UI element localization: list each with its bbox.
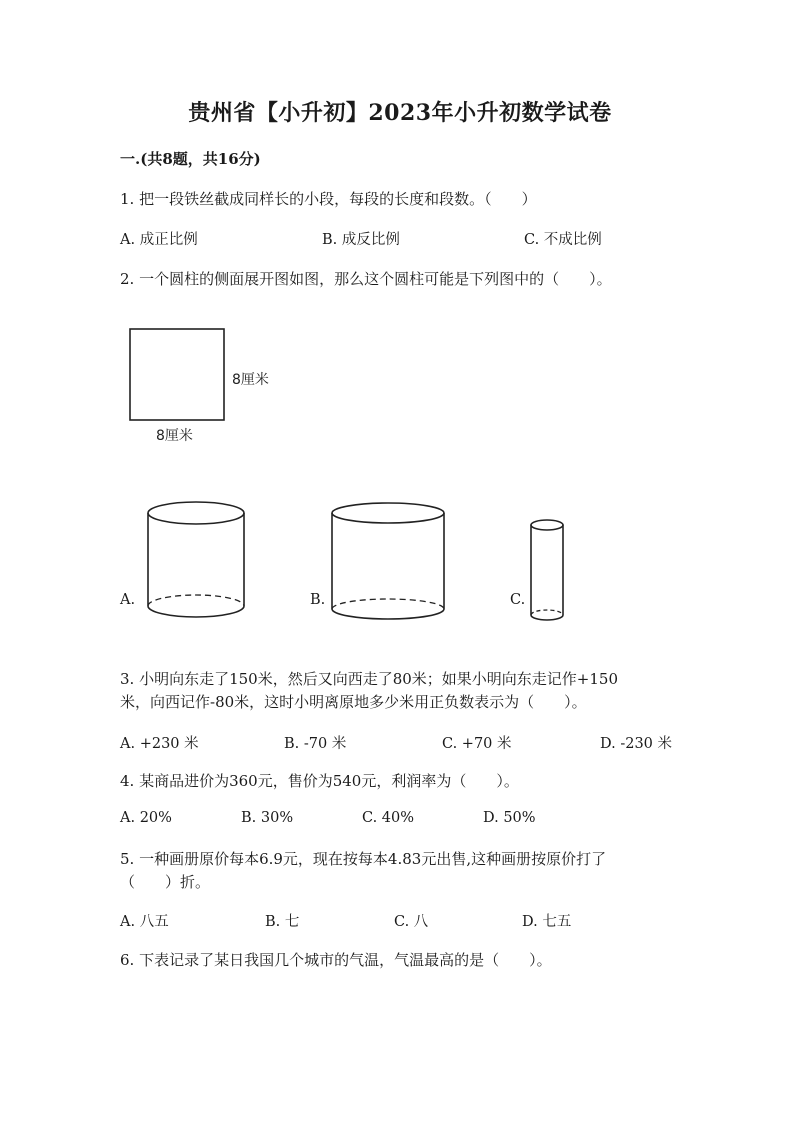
q1-option-b: B. 成反比例 bbox=[322, 232, 400, 248]
cylinder-a bbox=[148, 502, 244, 617]
question-3-line-1: 3. 小明向东走了150米，然后又向西走了80米；如果小明向东走记作+150 bbox=[120, 670, 618, 688]
square-bottom-label: 8厘米 bbox=[156, 428, 193, 444]
lateral-net-square-figure bbox=[120, 320, 320, 450]
q3-option-a: A. +230 米 bbox=[120, 736, 199, 752]
q2-option-a: A. bbox=[120, 592, 136, 608]
q2-option-c: C. bbox=[510, 592, 526, 608]
q5-option-a: A. 八五 bbox=[120, 914, 169, 930]
section-heading: 一.(共8题，共16分) bbox=[120, 150, 261, 168]
cylinder-b bbox=[332, 503, 444, 619]
q3-option-d: D. -230 米 bbox=[600, 736, 673, 752]
q4-option-b: B. 30% bbox=[241, 810, 294, 826]
q4-option-c: C. 40% bbox=[362, 810, 415, 826]
question-2-text: 2. 一个圆柱的侧面展开图如图，那么这个圆柱可能是下列图中的（ ）。 bbox=[120, 270, 612, 288]
question-6-text: 6. 下表记录了某日我国几个城市的气温，气温最高的是（ ）。 bbox=[120, 951, 552, 969]
question-1-text: 1. 把一段铁丝截成同样长的小段，每段的长度和段数。（ ） bbox=[120, 190, 537, 208]
page-title: 贵州省【小升初】2023年小升初数学试卷 bbox=[188, 100, 612, 126]
q4-option-a: A. 20% bbox=[120, 810, 172, 826]
square-net bbox=[130, 329, 224, 420]
question-3-line-2: 米，向西记作-80米，这时小明离原地多少米用正负数表示为（ ）。 bbox=[120, 693, 587, 711]
q5-option-b: B. 七 bbox=[265, 914, 300, 930]
q3-option-b: B. -70 米 bbox=[284, 736, 347, 752]
cylinder-c bbox=[531, 520, 563, 620]
q4-option-d: D. 50% bbox=[483, 810, 536, 826]
q3-option-c: C. +70 米 bbox=[442, 736, 512, 752]
q1-option-c: C. 不成比例 bbox=[524, 232, 602, 248]
question-4-text: 4. 某商品进价为360元，售价为540元，利润率为（ ）。 bbox=[120, 772, 519, 790]
q2-option-b: B. bbox=[310, 592, 326, 608]
question-5-line-2: （ ）折。 bbox=[120, 873, 211, 891]
q5-option-d: D. 七五 bbox=[522, 914, 572, 930]
q5-option-c: C. 八 bbox=[394, 914, 429, 930]
square-side-label: 8厘米 bbox=[232, 372, 269, 388]
cylinder-options-figure bbox=[110, 495, 590, 630]
q1-option-a: A. 成正比例 bbox=[120, 232, 198, 248]
question-5-line-1: 5. 一种画册原价每本6.9元，现在按每本4.83元出售,这种画册按原价打了 bbox=[120, 850, 607, 868]
